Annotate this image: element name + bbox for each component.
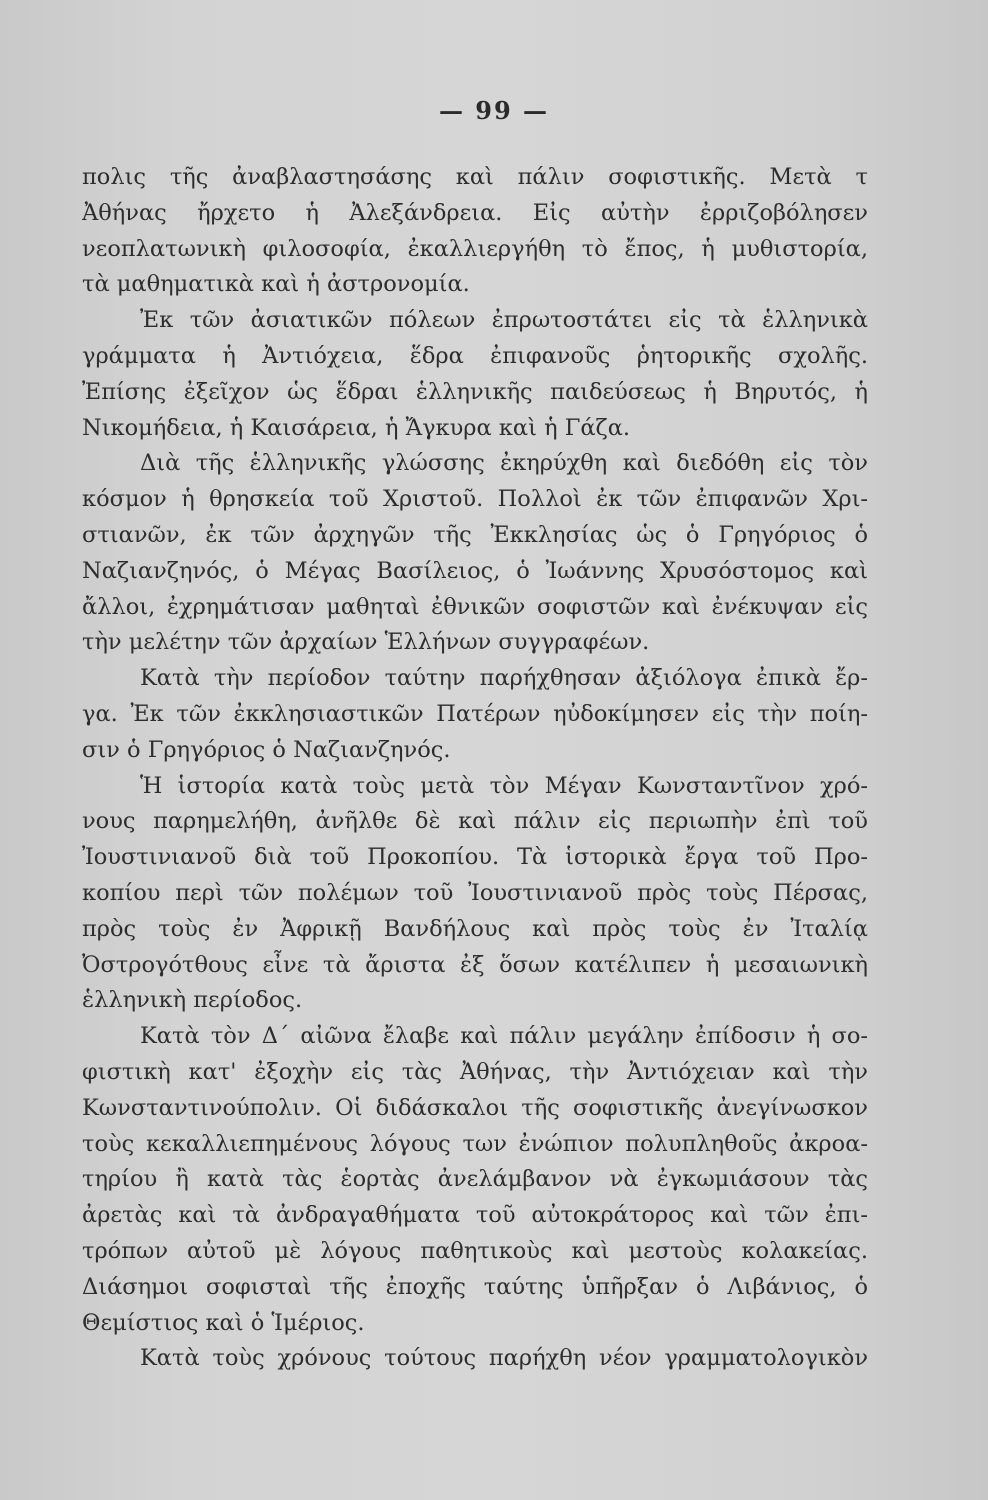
text-line: τρόπων αὐτοῦ μὲ λόγους παθητικοὺς καὶ μεστοὺς κολακείας. — [82, 1237, 868, 1264]
text-line: στιανῶν, ἐκ τῶν ἀρχηγῶν τῆς Ἐκκλησίας ὡς ὁ Γρηγόριος ὁ — [82, 521, 868, 548]
text-line: Ἀθήνας ἤρχετο ἡ Ἀλεξάνδρεια. Εἰς αὐτὴν ἐρριζοβόλησεν — [82, 199, 868, 226]
text-line: κόσμον ἡ θρησκεία τοῦ Χριστοῦ. Πολλοὶ ἐκ τῶν ἐπιφανῶν Χρι- — [82, 486, 868, 513]
text-line: Κατὰ τὸν Δ΄ αἰῶνα ἔλαβε καὶ πάλιν μεγάλην ἐπίδοσιν ἡ σο- — [140, 1023, 868, 1050]
text-line: τηρίου ἢ κατὰ τὰς ἑορτὰς ἀνελάμβανον νὰ ἐγκωμιάσουν τὰς — [82, 1166, 868, 1193]
text-line: τοὺς κεκαλλιεπημένους λόγους των ἐνώπιον πολυπληθοῦς ἀκροα- — [82, 1130, 868, 1157]
text-line: πολις τῆς ἀναβλαστησάσης καὶ πάλιν σοφιστικῆς. Μετὰ τ — [82, 164, 868, 190]
text-line: Κατὰ τὴν περίοδον ταύτην παρήχθησαν ἀξιόλογα ἐπικὰ ἔρ- — [140, 665, 868, 692]
text-line: ἄλλοι, ἐχρημάτισαν μαθηταὶ ἐθνικῶν σοφιστῶν καὶ ἐνέκυψαν εἰς — [82, 593, 868, 620]
text-line: Θεμίστιος καὶ ὁ Ἱμέριος. — [82, 1309, 365, 1336]
body-text — [82, 160, 868, 1377]
text-line: νεοπλατωνικὴ φιλοσοφία, ἐκαλλιεργήθη τὸ ἔπος, ἡ μυθιστορία, — [82, 235, 868, 262]
text-line: Κωνσταντινούπολιν. Οἱ διδάσκαλοι τῆς σοφιστικῆς ἀνεγίνωσκον — [82, 1094, 868, 1121]
text-line: τὰ μαθηματικὰ καὶ ἡ ἀστρονομία. — [82, 271, 470, 298]
text-line: Νικομήδεια, ἡ Καισάρεια, ἡ Ἄγκυρα καὶ ἡ Γάζα. — [82, 414, 631, 441]
page-number: — 99 — — [438, 96, 550, 125]
text-line: πρὸς τοὺς ἐν Ἀφρικῇ Βανδήλους καὶ πρὸς τοὺς ἐν Ἰταλίᾳ — [82, 915, 868, 942]
text-line: Ἐπίσης ἐξεῖχον ὡς ἕδραι ἑλληνικῆς παιδεύσεως ἡ Βηρυτός, ἡ — [82, 378, 868, 405]
text-line: Διάσημοι σοφισταὶ τῆς ἐποχῆς ταύτης ὑπῆρξαν ὁ Λιβάνιος, ὁ — [82, 1273, 868, 1300]
text-line: Διὰ τῆς ἑλληνικῆς γλώσσης ἐκηρύχθη καὶ διεδόθη εἰς τὸν — [140, 450, 868, 477]
text-line: φιστικὴ κατ' ἐξοχὴν εἰς τὰς Ἀθήνας, τὴν Ἀντιόχειαν καὶ τὴν — [82, 1058, 868, 1085]
text-line: Ἐκ τῶν ἀσιατικῶν πόλεων ἐπρωτοστάτει εἰς τὰ ἑλληνικὰ — [140, 307, 868, 334]
text-line: ἀρετὰς καὶ τὰ ἀνδραγαθήματα τοῦ αὐτοκράτορος καὶ τῶν ἐπι- — [82, 1202, 868, 1229]
text-line: νους παρημελήθη, ἀνῆλθε δὲ καὶ πάλιν εἰς περιωπὴν ἐπὶ τοῦ — [82, 808, 868, 835]
text-line: γράμματα ἡ Ἀντιόχεια, ἕδρα ἐπιφανοῦς ῥητορικῆς σχολῆς. — [82, 342, 868, 369]
text-line: Ἡ ἱστορία κατὰ τοὺς μετὰ τὸν Μέγαν Κωνσταντῖνον χρό- — [140, 772, 868, 799]
text-line: Ὀστρογότθους εἶνε τὰ ἄριστα ἐξ ὅσων κατέλιπεν ἡ μεσαιωνικὴ — [82, 951, 868, 978]
text-line: Ναζιανζηνός, ὁ Μέγας Βασίλειος, ὁ Ἰωάννης Χρυσόστομος καὶ — [82, 557, 868, 584]
text-line: ἑλληνικὴ περίοδος. — [82, 987, 303, 1014]
text-line: σιν ὁ Γρηγόριος ὁ Ναζιανζηνός. — [82, 736, 451, 763]
text-line: τὴν μελέτην τῶν ἀρχαίων Ἑλλήνων συγγραφέων. — [82, 629, 650, 656]
text-line: γα. Ἐκ τῶν ἐκκλησιαστικῶν Πατέρων ηὐδοκίμησεν εἰς τὴν ποίη- — [82, 700, 868, 727]
text-line: Κατὰ τοὺς χρόνους τούτους παρήχθη νέον γραμματολογικὸν — [140, 1345, 868, 1372]
text-line: κοπίου περὶ τῶν πολέμων τοῦ Ἰουστινιανοῦ πρὸς τοὺς Πέρσας, — [82, 879, 868, 906]
text-line: Ἰουστινιανοῦ διὰ τοῦ Προκοπίου. Τὰ ἱστορικὰ ἔργα τοῦ Προ- — [82, 844, 868, 871]
